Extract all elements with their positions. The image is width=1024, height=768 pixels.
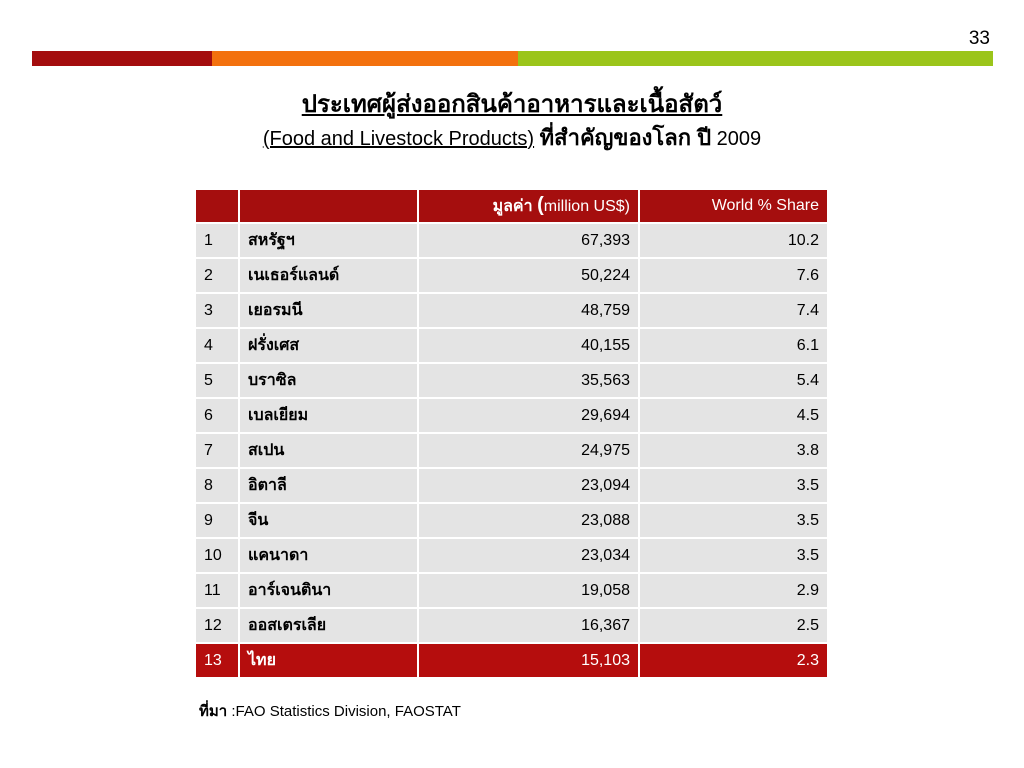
cell-value: 23,034	[419, 539, 640, 574]
page-number: 33	[968, 28, 990, 49]
cell-share: 2.9	[640, 574, 829, 609]
cell-rank: 3	[196, 294, 240, 329]
cell-country: สเปน	[240, 434, 419, 469]
color-bar-green	[518, 51, 993, 66]
header-paren: (	[537, 193, 544, 216]
color-bar-red	[32, 51, 212, 66]
header-rank	[196, 190, 240, 224]
slide-title	[0, 88, 1024, 156]
table-row	[196, 469, 829, 504]
cell-share: 7.4	[640, 294, 829, 329]
table-row	[196, 504, 829, 539]
cell-share: 10.2	[640, 224, 829, 259]
title-thai-suffix: ที่สำคัญของโลก ปี	[539, 125, 712, 150]
header-share: World % Share	[640, 190, 829, 224]
title-line-2	[0, 121, 1024, 156]
cell-country: เยอรมนี	[240, 294, 419, 329]
cell-rank: 12	[196, 609, 240, 644]
table-row-highlight-thailand	[196, 644, 829, 679]
cell-rank: 7	[196, 434, 240, 469]
cell-rank: 4	[196, 329, 240, 364]
cell-rank: 10	[196, 539, 240, 574]
cell-share: 6.1	[640, 329, 829, 364]
table-row	[196, 364, 829, 399]
cell-value: 19,058	[419, 574, 640, 609]
cell-country: ออสเตรเลีย	[240, 609, 419, 644]
source-label: ที่มา	[199, 703, 228, 720]
table-row	[196, 399, 829, 434]
title-english: (Food and Livestock Products)	[262, 128, 535, 150]
cell-country: อิตาลี	[240, 469, 419, 504]
table-row	[196, 574, 829, 609]
cell-country: แคนาดา	[240, 539, 419, 574]
cell-value: 16,367	[419, 609, 640, 644]
cell-rank: 1	[196, 224, 240, 259]
cell-value: 29,694	[419, 399, 640, 434]
source-note	[199, 699, 461, 723]
table-row	[196, 539, 829, 574]
cell-country: บราซิล	[240, 364, 419, 399]
header-color-bar	[32, 51, 993, 66]
cell-value: 24,975	[419, 434, 640, 469]
color-bar-orange	[212, 51, 518, 66]
table-row	[196, 434, 829, 469]
cell-rank: 13	[196, 644, 240, 679]
cell-share: 2.5	[640, 609, 829, 644]
cell-value: 35,563	[419, 364, 640, 399]
table-row	[196, 294, 829, 329]
cell-country: จีน	[240, 504, 419, 539]
table-row	[196, 609, 829, 644]
cell-share: 3.8	[640, 434, 829, 469]
cell-rank: 5	[196, 364, 240, 399]
cell-value: 40,155	[419, 329, 640, 364]
cell-value: 67,393	[419, 224, 640, 259]
cell-rank: 11	[196, 574, 240, 609]
header-country	[240, 190, 419, 224]
cell-rank: 8	[196, 469, 240, 504]
header-value-unit: million US$)	[543, 197, 630, 215]
table-row	[196, 329, 829, 364]
header-value-thai: มูลค่า	[492, 197, 533, 215]
cell-rank: 2	[196, 259, 240, 294]
cell-country: เบลเยียม	[240, 399, 419, 434]
table-row	[196, 224, 829, 259]
cell-share: 3.5	[640, 539, 829, 574]
title-year: 2009	[716, 128, 762, 150]
cell-share: 5.4	[640, 364, 829, 399]
cell-country: สหรัฐฯ	[240, 224, 419, 259]
cell-share: 4.5	[640, 399, 829, 434]
cell-country: ฝรั่งเศส	[240, 329, 419, 364]
source-text: :FAO Statistics Division, FAOSTAT	[231, 703, 461, 720]
title-thai: ประเทศผู้ส่งออกสินค้าอาหารและเนื้อสัตว์	[301, 91, 723, 118]
cell-rank: 9	[196, 504, 240, 539]
table-row	[196, 259, 829, 294]
cell-value: 50,224	[419, 259, 640, 294]
cell-value: 23,088	[419, 504, 640, 539]
cell-country: ไทย	[240, 644, 419, 679]
cell-value: 48,759	[419, 294, 640, 329]
header-value	[419, 190, 640, 224]
cell-value: 23,094	[419, 469, 640, 504]
cell-country: เนเธอร์แลนด์	[240, 259, 419, 294]
cell-share: 3.5	[640, 469, 829, 504]
cell-rank: 6	[196, 399, 240, 434]
exporters-table	[196, 190, 829, 679]
cell-country: อาร์เจนตินา	[240, 574, 419, 609]
cell-share: 2.3	[640, 644, 829, 679]
title-line-1	[0, 88, 1024, 121]
cell-share: 7.6	[640, 259, 829, 294]
table-header-row	[196, 190, 829, 224]
cell-share: 3.5	[640, 504, 829, 539]
cell-value: 15,103	[419, 644, 640, 679]
